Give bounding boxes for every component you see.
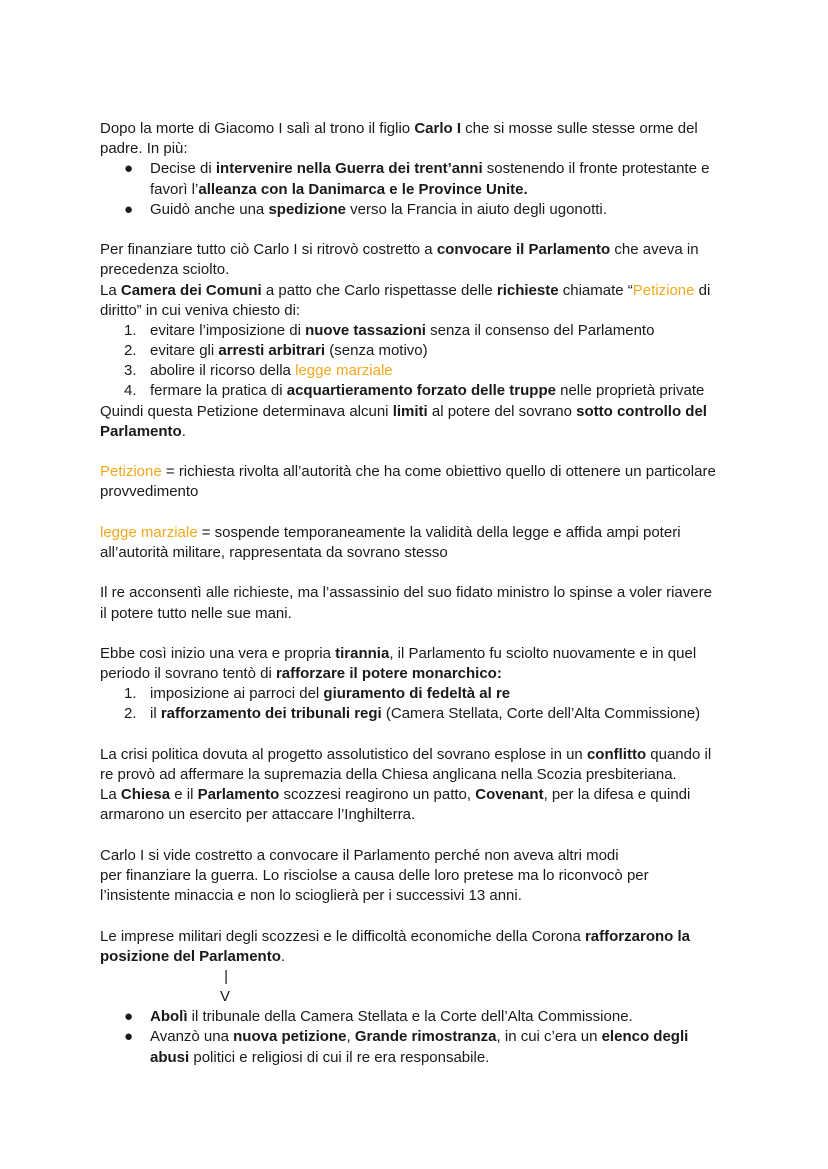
line-text [220, 967, 228, 987]
line-text [100, 139, 188, 159]
line-text [150, 200, 607, 220]
text-run: nelle proprietà private [555, 382, 705, 400]
arrow-line [0, 967, 828, 987]
bold-text: rafforzarono la [584, 927, 690, 945]
numbered-item [0, 704, 828, 724]
line-text [100, 119, 698, 139]
text-run: sostenendo il fronte protestante e [482, 160, 710, 178]
text-run: , in cui c’era un [496, 1028, 602, 1046]
line-text [150, 704, 700, 724]
blank-line [0, 442, 828, 462]
bullet-item [0, 1027, 828, 1047]
line-text [100, 543, 448, 563]
bold-text: Camera dei Comuni [120, 281, 262, 299]
text-run: abolire il ricorso della [150, 362, 296, 380]
text-run: , il Parlamento fu sciolto nuovamente e in quel [389, 644, 697, 662]
text-run: Ebbe così inizio una vera e propria [100, 644, 336, 662]
text-run: La crisi politica dovuta al progetto assolutistico del sovrano esplose in un [100, 745, 587, 763]
bullet-item [0, 1007, 828, 1027]
line-text [100, 301, 300, 321]
text-run: imposizione ai parroci del [150, 685, 324, 703]
line-text [150, 361, 393, 381]
line-text [100, 523, 681, 543]
paragraph-line [0, 543, 828, 563]
text-run: al potere del sovrano [427, 402, 577, 420]
text-run: . [280, 947, 286, 965]
text-run: fermare la pratica di [150, 382, 287, 400]
text-run: = richiesta rivolta all’autorità che ha come obiettivo quello di ottenere un particolare [161, 463, 716, 481]
highlighted-term: Petizione [632, 281, 695, 299]
line-text [100, 846, 619, 866]
text-run: provvedimento [100, 483, 199, 501]
bold-text: elenco degli [601, 1028, 689, 1046]
line-text [100, 947, 285, 967]
text-run: il potere tutto nelle sue mani. [100, 604, 292, 622]
text-run: l’insistente minaccia e non lo scioglierà per i successivi 13 anni. [100, 887, 522, 905]
paragraph-line [0, 805, 828, 825]
text-run: a patto che Carlo rispettasse delle [261, 281, 497, 299]
bold-text: giuramento di fedeltà al re [323, 685, 511, 703]
paragraph-line [0, 846, 828, 866]
line-text [100, 462, 716, 482]
paragraph-line [0, 866, 828, 886]
line-text [100, 260, 229, 280]
blank-line [0, 906, 828, 926]
list-number: 2. [124, 705, 137, 723]
paragraph-line [0, 886, 828, 906]
bold-text: richieste [496, 281, 559, 299]
text-run: La [100, 786, 121, 804]
paragraph-line [0, 462, 828, 482]
bold-text: nuova petizione [233, 1028, 347, 1046]
text-run: quando il [646, 745, 712, 763]
bold-text: limiti [392, 402, 428, 420]
blank-line [0, 725, 828, 745]
paragraph-line [0, 644, 828, 664]
line-text [100, 240, 699, 260]
text-run: e il [170, 786, 198, 804]
highlighted-term: legge marziale [100, 523, 198, 541]
text-run: chiamate “ [558, 281, 633, 299]
paragraph-line [0, 119, 828, 139]
text-run: Decise di [150, 160, 216, 178]
line-text [100, 482, 198, 502]
arrow-line [0, 987, 828, 1007]
paragraph-line [0, 260, 828, 280]
text-run: Per finanziare tutto ciò Carlo I si ritrovò costretto a [100, 241, 437, 259]
list-number: 2. [124, 342, 137, 360]
bold-text: Carlo I [414, 120, 461, 137]
bold-text: convocare il Parlamento [436, 241, 611, 259]
text-run: Le imprese militari degli scozzesi e le difficoltà economiche della Corona [100, 927, 585, 945]
text-run: scozzesi reagirono un patto, [279, 786, 476, 804]
line-text [100, 745, 711, 765]
bold-text: conflitto [586, 745, 647, 763]
document-page [0, 119, 828, 1068]
list-number: 1. [124, 321, 137, 339]
bold-text: Parlamento [100, 422, 182, 440]
bold-text: rafforzamento dei tribunali regi [160, 705, 382, 723]
bold-text: Grande rimostranza [354, 1028, 497, 1046]
text-run: verso la Francia in aiuto degli ugonotti. [345, 200, 607, 218]
text-run: evitare gli [150, 342, 219, 360]
blank-line [0, 563, 828, 583]
bold-text: Parlamento [197, 786, 280, 804]
text-run: Guidò anche una [150, 200, 269, 218]
paragraph-line [0, 947, 828, 967]
text-run: , per la difesa e quindi [543, 786, 691, 804]
paragraph-line [0, 422, 828, 442]
text-run: politici e religiosi di cui il re era responsabile. [189, 1048, 490, 1066]
paragraph-line [0, 604, 828, 624]
text-run: (Camera Stellata, Corte dell’Alta Commissione) [381, 705, 701, 723]
bold-text: intervenire nella Guerra dei trent’anni [215, 160, 483, 178]
line-text [100, 422, 186, 442]
bold-text: Covenant [475, 786, 544, 804]
blank-line [0, 503, 828, 523]
line-text [150, 341, 428, 361]
line-text [150, 180, 528, 200]
paragraph-line [0, 482, 828, 502]
numbered-item [0, 381, 828, 401]
line-text [100, 805, 415, 825]
text-run: = sospende temporaneamente la validità della legge e affida ampi poteri [197, 523, 681, 541]
paragraph-line [0, 583, 828, 603]
bold-text: alleanza con la Danimarca e le Province Unite. [198, 180, 528, 198]
text-run: La [100, 281, 121, 299]
list-number: 4. [124, 382, 137, 400]
line-text [150, 381, 704, 401]
text-run: Il re acconsentì alle richieste, ma l’assassinio del suo fidato ministro lo spinse a voler riavere [100, 584, 712, 602]
line-text [100, 604, 292, 624]
highlighted-term: Petizione [100, 463, 162, 481]
line-text [100, 402, 707, 422]
text-run: Avanzò una [150, 1028, 234, 1046]
bullet-item [0, 200, 828, 220]
text-run: che aveva in [610, 241, 699, 259]
text-run: (senza motivo) [325, 342, 428, 360]
bullet-icon: ● [124, 160, 134, 178]
text-run: di [694, 281, 711, 299]
bold-text: Abolì [150, 1008, 188, 1026]
line-text [100, 765, 677, 785]
text-run: il tribunale della Camera Stellata e la Corte dell’Alta Commissione. [187, 1008, 633, 1026]
text-run: il [150, 705, 161, 723]
text-run: precedenza sciolto. [100, 261, 230, 279]
bullet-item [0, 159, 828, 179]
blank-line [0, 624, 828, 644]
bold-text: posizione del Parlamento [100, 947, 281, 965]
line-text [100, 785, 690, 805]
bullet-icon: ● [124, 200, 134, 218]
blank-line [0, 826, 828, 846]
line-text [100, 927, 690, 947]
text-run: padre. In più: [100, 140, 188, 158]
text-run: all’autorità militare, rappresentata da sovrano stesso [100, 543, 448, 561]
numbered-item [0, 684, 828, 704]
list-number: 3. [124, 362, 137, 380]
text-run: che si mosse sulle stesse orme del [461, 120, 698, 137]
list-continuation-line [0, 1048, 828, 1068]
bold-text: arresti arbitrari [218, 342, 326, 360]
line-text [150, 1048, 489, 1068]
text-run: armarono un esercito per attaccare l’Inghilterra. [100, 806, 416, 824]
line-text [150, 159, 709, 179]
text-run: evitare l’imposizione di [150, 321, 306, 339]
paragraph-line [0, 301, 828, 321]
bold-text: acquartieramento forzato delle truppe [286, 382, 556, 400]
line-text [100, 644, 696, 664]
bold-text: sotto controllo del [576, 402, 707, 420]
bold-text: Chiesa [120, 786, 171, 804]
numbered-item [0, 341, 828, 361]
bold-text: nuove tassazioni [305, 321, 426, 339]
text-run: re provò ad affermare la supremazia della Chiesa anglicana nella Scozia presbiteriana. [100, 766, 677, 783]
line-text [150, 1027, 688, 1047]
text-run: V [220, 988, 231, 1006]
paragraph-line [0, 765, 828, 785]
paragraph-line [0, 664, 828, 684]
bullet-icon: ● [124, 1008, 134, 1026]
line-text [150, 321, 654, 341]
line-text [220, 987, 230, 1007]
text-run: periodo il sovrano tentò di [100, 665, 276, 683]
line-text [150, 684, 510, 704]
paragraph-line [0, 785, 828, 805]
text-run: per finanziare la guerra. Lo risciolse a causa delle loro pretese ma lo riconvocò per [100, 866, 649, 884]
bold-text: abusi [150, 1048, 190, 1066]
highlighted-term: legge marziale [295, 362, 393, 380]
line-text [100, 866, 649, 886]
text-run: Dopo la morte di Giacomo I salì al trono il figlio [100, 120, 415, 137]
line-text [100, 886, 522, 906]
text-run: senza il consenso del Parlamento [425, 321, 655, 339]
bullet-icon: ● [124, 1028, 134, 1046]
numbered-item [0, 361, 828, 381]
text-run: Quindi questa Petizione determinava alcuni [100, 402, 393, 420]
text-run: favorì l’ [150, 180, 199, 198]
line-text [150, 1007, 633, 1027]
line-text [100, 281, 710, 301]
line-text [100, 664, 502, 684]
paragraph-line [0, 927, 828, 947]
paragraph-line [0, 523, 828, 543]
bold-text: spedizione [268, 200, 346, 218]
text-run: , [346, 1028, 355, 1046]
list-number: 1. [124, 685, 137, 703]
paragraph-line [0, 139, 828, 159]
paragraph-line [0, 402, 828, 422]
text-run: | [220, 967, 229, 985]
text-run: diritto” in cui veniva chiesto di: [100, 301, 301, 319]
paragraph-line [0, 240, 828, 260]
bold-text: tirannia [335, 644, 390, 662]
blank-line [0, 220, 828, 240]
list-continuation-line [0, 180, 828, 200]
text-run: . [181, 422, 186, 440]
bold-text: rafforzare il potere monarchico: [275, 665, 502, 683]
text-run: Carlo I si vide costretto a convocare il Parlamento perché non aveva altri modi [100, 846, 619, 864]
paragraph-line [0, 745, 828, 765]
paragraph-line [0, 281, 828, 301]
line-text [100, 583, 712, 603]
numbered-item [0, 321, 828, 341]
